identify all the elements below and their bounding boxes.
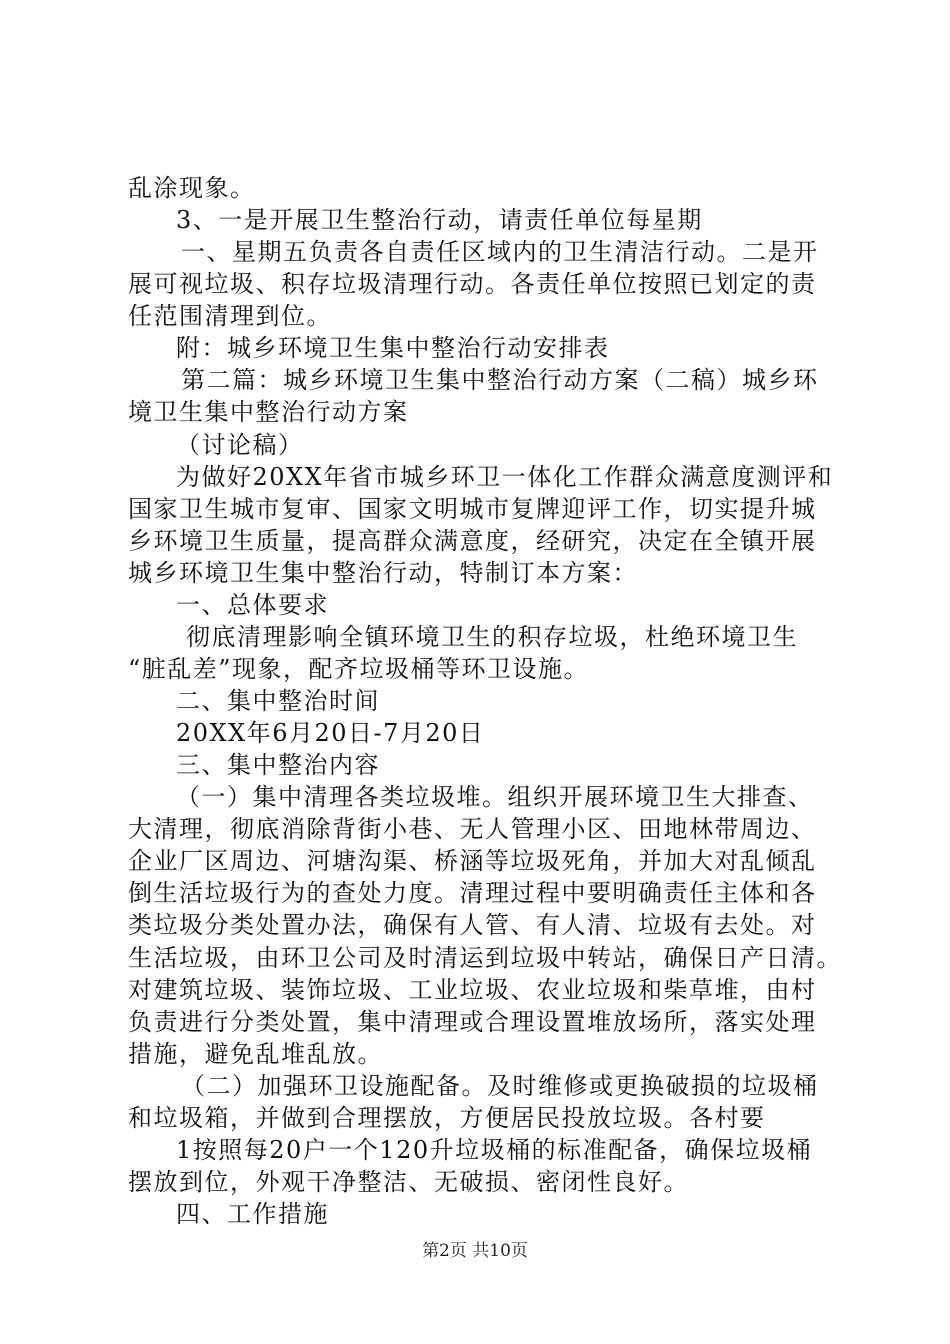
text-line: 和垃圾箱，并做到合理摆放，方便居民投放垃圾。各村要 [128,1104,766,1132]
text-line: （二）加强环卫设施配备。及时维修或更换破损的垃圾桶 [181,1072,819,1100]
text-line: 20XX年6月20日-7月20日 [176,719,485,747]
section-heading: 四、工作措施 [176,1200,329,1228]
section-heading: 一、总体要求 [176,591,329,619]
text-line: 乱涂现象。 [128,174,256,202]
text-line: 展可视垃圾、积存垃圾清理行动。各责任单位按照已划定的责 [128,270,817,298]
text-line: （讨论稿） [176,431,304,459]
text-line: 类垃圾分类处置办法，确保有人管、有人清、垃圾有去处。对 [128,911,817,939]
section-heading: 三、集中整治内容 [176,751,380,779]
text-line: “脏乱差”现象，配齐垃圾桶等环卫设施。 [128,655,590,683]
text-line: 附：城乡环境卫生集中整治行动安排表 [176,334,610,362]
text-line: 3、一是开展卫生整治行动，请责任单位每星期 [176,206,703,234]
text-line: 措施，避免乱堆乱放。 [128,1040,383,1068]
section-heading: 二、集中整治时间 [176,687,380,715]
text-line: 摆放到位，外观干净整洁、无破损、密闭性良好。 [128,1168,689,1196]
text-line: （一）集中清理各类垃圾堆。组织开展环境卫生大排查、 [176,783,814,811]
text-line: 任范围清理到位。 [128,302,332,330]
text-line: 境卫生集中整治行动方案 [128,398,409,426]
text-line: 对建筑垃圾、装饰垃圾、工业垃圾、农业垃圾和柴草堆，由村 [128,976,817,1004]
text-line: 一、星期五负责各自责任区域内的卫生清洁行动。二是开 [181,238,819,266]
text-line: 1按照每20户一个120升垃圾桶的标准配备，确保垃圾桶 [176,1136,813,1164]
text-line: 倒生活垃圾行为的查处力度。清理过程中要明确责任主体和各 [128,879,817,907]
text-line: 乡环境卫生质量，提高群众满意度，经研究，决定在全镇开展 [128,527,817,555]
text-line: 企业厂区周边、河塘沟渠、桥涵等垃圾死角，并加大对乱倾乱 [128,847,817,875]
text-line: 大清理，彻底消除背街小巷、无人管理小区、田地林带周边、 [128,815,817,843]
page-number-footer: 第2页 共10页 [422,1241,528,1261]
text-line: 第二篇：城乡环境卫生集中整治行动方案（二稿）城乡环 [181,366,819,394]
text-line: 生活垃圾，由环卫公司及时清运到垃圾中转站，确保日产日清。 [128,944,842,972]
text-line: 城乡环境卫生集中整治行动，特制订本方案： [128,559,638,587]
text-line: 国家卫生城市复审、国家文明城市复牌迎评工作，切实提升城 [128,495,817,523]
text-line: 为做好20XX年省市城乡环卫一体化工作群众满意度测评和 [176,463,834,491]
text-line: 负责进行分类处置，集中清理或合理设置堆放场所，落实处理 [128,1008,817,1036]
text-line: 彻底清理影响全镇环境卫生的积存垃圾，杜绝环境卫生 [186,623,798,651]
